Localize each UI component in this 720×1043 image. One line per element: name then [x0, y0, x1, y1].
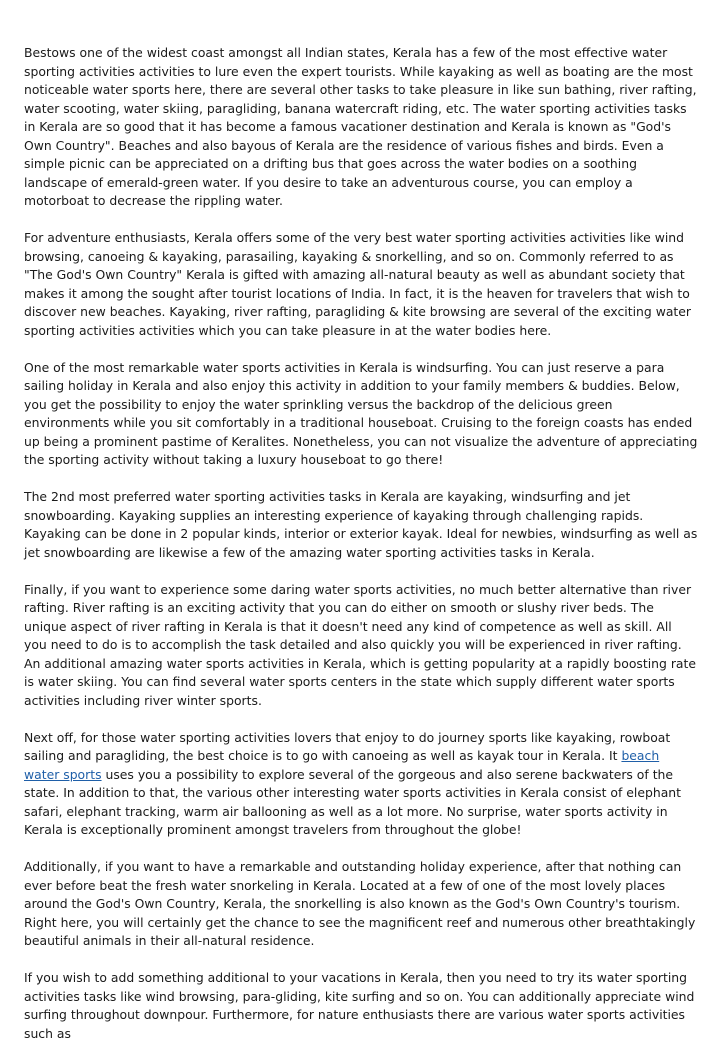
paragraph-6: [24, 729, 698, 840]
paragraph-2: For adventure enthusiasts, Kerala offers some of the very best water sporting activities activities like wind browsing, canoeing & kayaking, parasailing, kayaking & snorkelling, and so on. Commonly referred to as "The God's Own Country" Kerala is gifted with amazing all-natural beauty as well as abundant society that makes it among the sought after tourist locations of India. In fact, it is the heaven for travelers that wish to discover new beaches. Kayaking, river rafting, paragliding & kite browsing are several of the exciting water sporting activities activities which you can take pleasure in at the water bodies here.: [24, 230, 692, 338]
paragraph-8: If you wish to add something additional to your vacations in Kerala, then you need to try its water sporting activities tasks like wind browsing, para-gliding, kite surfing and so on. You can additionally appreciate wind surfing throughout downpour. Furthermore, for nature enthusiasts there are various water sports activities such as: [24, 970, 695, 1041]
paragraph-3: One of the most remarkable water sports activities in Kerala is windsurfing. You can just reserve a para sailing holiday in Kerala and also enjoy this activity in addition to your family members & buddies. Below, you get the possibility to enjoy the water sprinkling versus the backdrop of the delicious green environments while you sit comfortably in a traditional houseboat. Cruising to the foreign coasts has ended up being a prominent pastime of Keralites. Nonetheless, you can not visualize the adventure of appreciating the sporting activity without taking a luxury houseboat to go there!: [24, 359, 698, 467]
paragraph-5: Finally, if you want to experience some daring water sports activities, no much better alternative than river rafting. River rafting is an exciting activity that you can do either on smooth or slushy river beds. The unique aspect of river rafting in Kerala is that it doesn't need any kind of competence as well as skill. All you need to do is to accomplish the task detailed and also quickly you will be experienced in river rafting. An additional amazing water sports activities in Kerala, which is getting popularity at a rapidly boosting rate is water skiing. You can find several water sports centers in the state which supply different water sports activities including river winter sports.: [24, 581, 696, 708]
paragraph-4: The 2nd most preferred water sporting activities tasks in Kerala are kayaking, windsurfing and jet snowboarding. Kayaking supplies an interesting experience of kayaking through challenging rapids. Kayaking can be done in 2 popular kinds, interior or exterior kayak. Ideal for newbies, windsurfing as well as jet snowboarding are likewise a few of the amazing water sporting activities tasks in Kerala.: [24, 489, 698, 560]
beach-water-sports-link[interactable]: beach water sports: [24, 748, 660, 782]
paragraph-6-text-before: Next off, for those water sporting activities lovers that enjoy to do journey sports like kayaking, rowboat sailing and paragliding, the best choice is to go with canoeing as well as kayak tour in Kerala. It: [24, 729, 671, 763]
paragraph-7: Additionally, if you want to have a remarkable and outstanding holiday experience, after that nothing can ever before beat the fresh water snorkeling in Kerala. Located at a few of one of the most lovely places around the God's Own Country, Kerala, the snorkelling is also known as the God's Own Country's tourism. Right here, you will certainly get the chance to see the magnificent reef and numerous other breathtakingly beautiful animals in their all-natural residence.: [24, 859, 696, 948]
paragraph-6-text-after: uses you a possibility to explore several of the gorgeous and also serene backwaters of the state. In addition to that, the various other interesting water sports activities in Kerala consist of elephant safari, elephant tracking, warm air ballooning as well as a lot more. No surprise, water sports activity in Kerala is exceptionally prominent amongst travelers from throughout the globe!: [24, 766, 682, 837]
paragraph-1: Bestows one of the widest coast amongst all Indian states, Kerala has a few of the most effective water sporting activities activities to lure even the expert tourists. While kayaking as well as boating are the most noticeable water sports here, there are several other tasks to take pleasure in like sun bathing, river rafting, water scooting, water skiing, paragliding, banana watercraft riding, etc. The water sporting activities tasks in Kerala are so good that it has become a famous vacationer destination and Kerala is known as "God's Own Country". Beaches and also bayous of Kerala are the residence of various fishes and birds. Even a simple picnic can be appreciated on a drifting bus that goes across the water bodies on a soothing landscape of emerald-green water. If you desire to take an adventurous course, you can employ a motorboat to decrease the rippling water.: [24, 45, 697, 208]
article-body: [24, 44, 698, 1043]
